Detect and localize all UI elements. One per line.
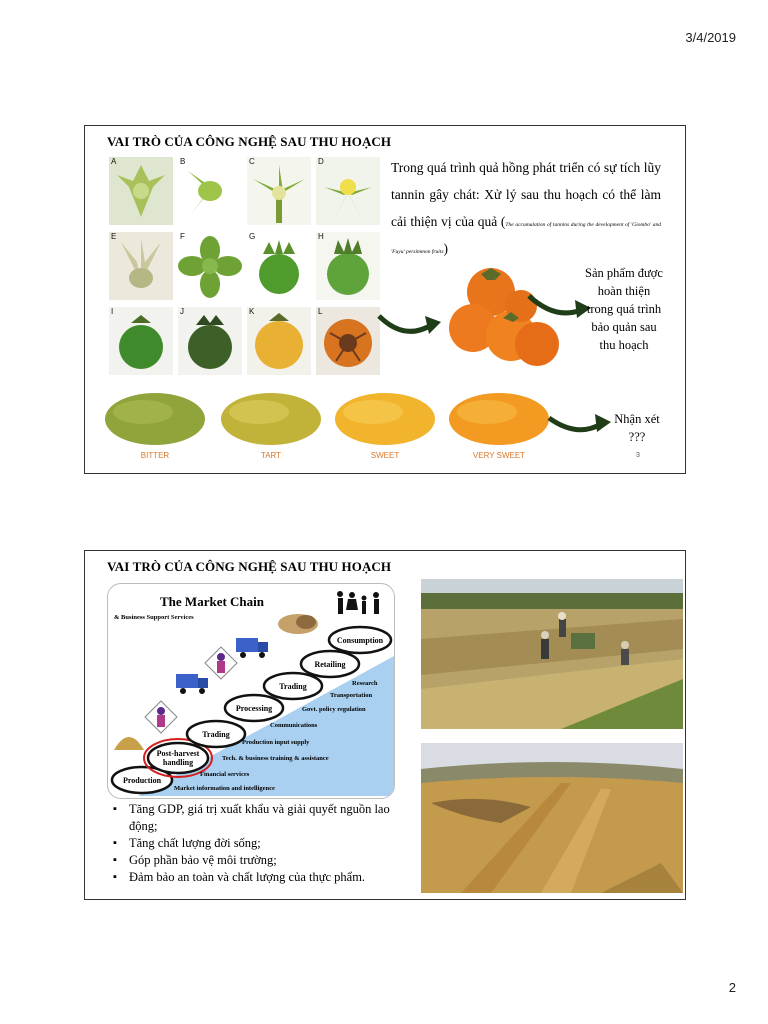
mango-very-sweet	[447, 390, 551, 448]
market-chain-title: The Market Chain	[160, 594, 264, 609]
bullet-item: ▪ Tăng chất lượng đời sống;	[113, 835, 417, 852]
panel-letter: H	[318, 232, 324, 241]
rice-harvest-photo	[421, 579, 683, 729]
panel-h	[316, 232, 380, 300]
panel-l	[316, 307, 380, 375]
panel-letter: B	[180, 157, 186, 166]
body-text: Trong quá trình quả hồng phát triển có sự tích lũy tannin gây chát: Xử lý sau thu hoạch có thể làm cải thiện vị của quả (	[391, 160, 661, 229]
market-chain-subtitle: & Business Support Services	[114, 614, 194, 621]
slide-persimmon-tannin	[84, 125, 686, 474]
bullet-item: ▪ Góp phần bảo vệ môi trường;	[113, 852, 417, 869]
panel-k	[247, 307, 311, 375]
persimmon-development-grid	[109, 157, 381, 377]
service-item: Transportation	[330, 692, 373, 699]
panel-letter: D	[318, 157, 324, 166]
panel-letter: C	[249, 157, 255, 166]
slide-market-chain	[84, 550, 686, 900]
slide-title: VAI TRÒ CỦA CÔNG NGHỆ SAU THU HOẠCH	[107, 134, 392, 149]
tannin-description	[391, 154, 661, 262]
mango-tart	[219, 390, 323, 448]
panel-letter: F	[180, 232, 185, 241]
body-end: )	[443, 241, 448, 256]
service-item: Market information and intelligence	[174, 785, 275, 792]
step-retailing: Retailing	[314, 660, 346, 669]
citation: The accumulation of tannins during the development of 'Giombo' and 'Fuyu' persimmon fruits	[391, 222, 662, 255]
panel-letter: E	[111, 232, 117, 241]
mango-sweet	[333, 390, 437, 448]
market-chain-diagram	[107, 583, 395, 799]
slide-title: VAI TRÒ CỦA CÔNG NGHỆ SAU THU HOẠCH	[107, 559, 392, 574]
service-item: Tech. & business training & assistance	[222, 755, 329, 762]
panel-letter: A	[111, 157, 117, 166]
panel-f	[178, 232, 242, 300]
benefits-list	[113, 801, 417, 886]
panel-letter: L	[318, 307, 323, 316]
panel-e	[109, 232, 173, 300]
step-trading-2: Trading	[279, 682, 307, 691]
panel-letter: J	[180, 307, 184, 316]
step-consumption: Consumption	[336, 636, 384, 645]
panel-c	[247, 157, 311, 225]
page-number: 2	[728, 980, 736, 995]
curved-arrow-icon	[545, 404, 615, 440]
step-trading: Trading	[202, 730, 230, 739]
step-processing: Processing	[235, 704, 273, 713]
side-caption: Sản phẩm được hoàn thiện trong quá trình bảo quản sau thu hoạch	[585, 266, 663, 352]
panel-g	[247, 232, 311, 300]
service-item: Govt. policy regulation	[302, 706, 366, 713]
mango-label: SWEET	[370, 451, 400, 460]
bullet-item: ▪ Tăng GDP, giá trị xuất khẩu và giải quyết nguồn lao động;	[113, 801, 417, 835]
mango-label: BITTER	[140, 451, 170, 460]
panel-d	[316, 157, 380, 225]
panel-i	[109, 307, 173, 375]
panel-letter: I	[111, 307, 114, 316]
step-production: Production	[122, 776, 162, 785]
service-item: Research	[352, 680, 378, 687]
question-text: Nhận xét ???	[614, 412, 660, 444]
service-item: Financial services	[200, 771, 250, 778]
mango-label: TART	[260, 451, 282, 460]
service-item: Communications	[270, 722, 318, 729]
slide-date: 3/4/2019	[685, 30, 736, 45]
panel-a	[109, 157, 173, 225]
panel-letter: G	[249, 232, 256, 241]
rice-field-aerial-photo	[421, 743, 683, 893]
service-item: Production input supply	[242, 739, 310, 746]
panel-j	[178, 307, 242, 375]
panel-b	[178, 157, 242, 225]
mango-label: VERY SWEET	[472, 451, 526, 460]
step-post-harvest: Post-harvest handling	[156, 749, 200, 767]
mango-bitter	[103, 390, 207, 448]
bullet-item: ▪ Đảm bảo an toàn và chất lượng của thực phẩm.	[113, 869, 417, 886]
slide-number: 3	[636, 452, 640, 459]
curved-arrow-icon	[375, 296, 445, 346]
panel-letter: K	[249, 307, 255, 316]
